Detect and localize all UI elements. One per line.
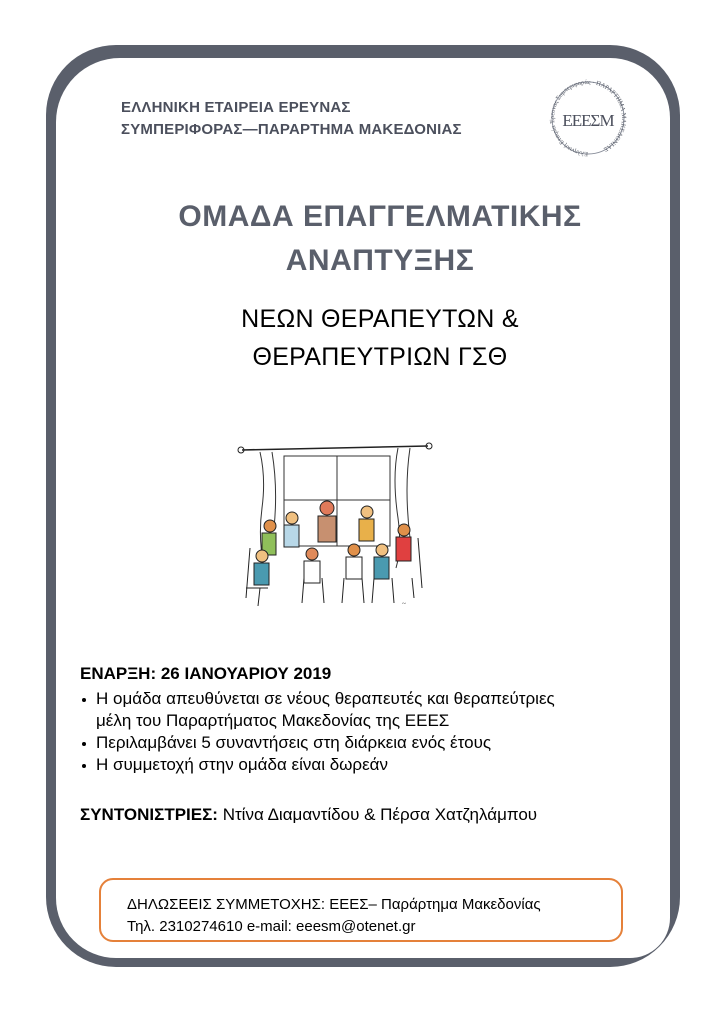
bullet-item-text-cont: μέλη του Παραρτήματος Μακεδονίας της ΕΕΕΣ: [96, 711, 450, 730]
poster-subtitle: [100, 300, 660, 376]
coordinators-names: Ντίνα Διαμαντίδου & Πέρσα Χατζηλάμπου: [217, 805, 538, 824]
title-line-2: ΑΝΑΠΤΥΞΗΣ: [285, 244, 475, 277]
title-line-1: ΟΜΑΔΑ ΕΠΑΓΓΕΛΜΑΤΙΚΗΣ: [178, 200, 582, 233]
coordinators-label: ΣΥΝΤΟΝΙΣΤΡΙΕΣ:: [80, 805, 218, 824]
svg-text:~: ~: [402, 600, 406, 608]
subtitle-line-2: ΘΕΡΑΠΕΥΤΡΙΩΝ ΓΣΘ: [252, 343, 508, 371]
bullet-item-text: Η ομάδα απευθύνεται σε νέους θεραπευτές και θεραπεύτριες: [96, 689, 555, 708]
bullet-item: Περιλαμβάνει 5 συναντήσεις στη διάρκεια ενός έτους: [80, 732, 670, 754]
organization-logo-seal: [533, 76, 643, 158]
logo-letters: ΕΕΕΣΜ: [562, 111, 614, 130]
logo-ring-text: Ελληνική Εταιρία Έρευνας Συμπεριφοράς · ΠΑΡΑΡΤΗΜΑ ΜΑΚΕΔΟΝΙΑΣ: [549, 78, 628, 158]
start-date: ΕΝΑΡΞΗ: 26 ΙΑΝΟΥΑΡΙΟΥ 2019: [80, 664, 332, 683]
contact-registration: ΔΗΛΩΣΕΕΙΣ ΣΥΜΜΕΤΟΧΗΣ: ΕΕΕΣ– Παράρτημα Μακεδονίας: [127, 896, 541, 913]
group-therapy-illustration: [232, 438, 438, 610]
poster-title: [100, 195, 660, 283]
coordinators: [80, 805, 537, 825]
organization-name: [121, 97, 462, 141]
org-line-1: ΕΛΛΗΝΙΚΗ ΕΤΑΙΡΕΙΑ ΕΡΕΥΝΑΣ: [121, 99, 351, 116]
bullet-item: [80, 688, 670, 732]
info-bullet-list: [80, 688, 670, 776]
bullet-item: Η συμμετοχή στην ομάδα είναι δωρεάν: [80, 754, 670, 776]
contact-box: [99, 878, 623, 942]
contact-phone-email: Τηλ. 2310274610 e-mail: eeesm@otenet.gr: [127, 918, 416, 935]
subtitle-line-1: ΝΕΩΝ ΘΕΡΑΠΕΥΤΩΝ &: [241, 305, 519, 333]
org-line-2: ΣΥΜΠΕΡΙΦΟΡΑΣ—ΠΑΡΑΡΤΗΜΑ ΜΑΚΕΔΟΝΙΑΣ: [121, 121, 462, 138]
